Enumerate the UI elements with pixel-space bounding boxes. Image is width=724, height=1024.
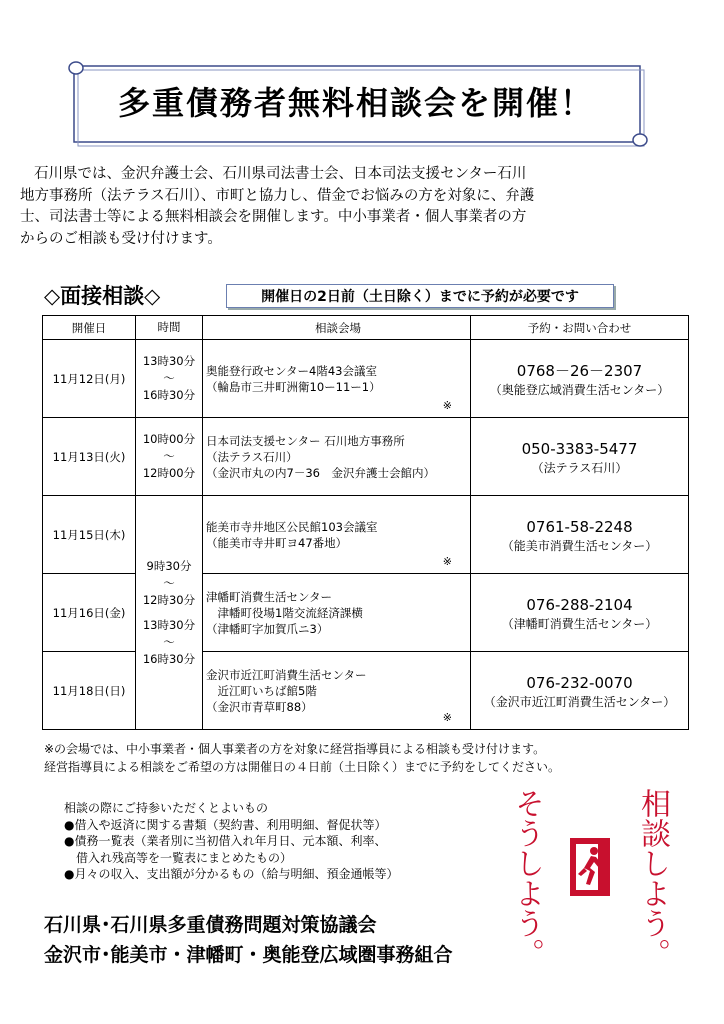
- bring-heading: 相談の際にご持参いただくとよいもの: [64, 801, 269, 815]
- venue-line: 津幡町消費生活センター: [206, 589, 333, 604]
- footnote: [44, 740, 684, 776]
- intro-line: 士、司法書士等による無料相談会を開催します。中小事業者・個人事業者の方: [20, 209, 527, 225]
- row-date: 11月13日(火): [43, 418, 136, 496]
- slogan-soudan-shiyou: 相談しよう。: [635, 788, 670, 968]
- slogan-sou-shiyou: そうしよう。: [509, 788, 544, 968]
- row-date: 11月18日(日): [43, 652, 136, 730]
- phone-number: 0768－26－2307: [516, 361, 643, 380]
- row-contact: [471, 574, 689, 652]
- time-line: ～: [163, 575, 175, 590]
- time-end: 12時00分: [142, 466, 196, 480]
- shared-time: [136, 496, 203, 730]
- table-row: [43, 496, 689, 574]
- row-date: 11月15日(木): [43, 496, 136, 574]
- intro-line: 地方事務所（法テラス石川）、市町と協力し、借金でお悩みの方を対象に、弁護: [20, 187, 535, 204]
- time-sep: ～: [163, 371, 175, 385]
- organizer-line: 石川県･石川県多重債務問題対策協議会: [44, 914, 377, 936]
- time-end: 16時30分: [142, 388, 196, 402]
- row-contact: [471, 652, 689, 730]
- row-date: 11月16日(金): [43, 574, 136, 652]
- time-start: 13時30分: [142, 354, 196, 368]
- bring-list: [64, 800, 484, 883]
- venue-line: （輪島市三井町洲衛10ー11ー1）: [206, 379, 381, 394]
- venue-line: （金沢市丸の内7－36 金沢弁護士会館内）: [206, 465, 435, 480]
- time-line: 9時30分: [146, 558, 192, 573]
- venue-line: （能美市寺井町ヨ47番地）: [206, 535, 348, 550]
- row-venue: [203, 574, 471, 652]
- page-title: 多重債務者無料相談会を開催！: [117, 84, 594, 122]
- venue-line: 近江町いちば館5階: [206, 683, 317, 698]
- venue-line: （法テラス石川）: [206, 449, 298, 464]
- phone-number: 076-232-0070: [526, 673, 633, 692]
- venue-line: 金沢市近江町消費生活センター: [206, 667, 367, 682]
- section-title: ◇面接相談◇: [44, 284, 161, 308]
- contact-org: （奥能登広域消費生活センター）: [489, 382, 670, 397]
- organizer-line: 金沢市･能美市・津幡町・奥能登広域圏事務組合: [44, 944, 453, 966]
- header-date: 開催日: [43, 316, 136, 340]
- table-row: [43, 340, 689, 418]
- intro-paragraph: [20, 164, 620, 250]
- venue-line: 能美市寺井地区公民館103会議室: [206, 519, 378, 534]
- venue-line: 奥能登行政センター4階43会議室: [206, 363, 377, 378]
- time-line: 13時30分: [142, 617, 196, 632]
- phone-number: 050-3383-5477: [521, 439, 638, 458]
- contact-org: （津幡町消費生活センター）: [501, 616, 658, 631]
- row-date: 11月12日(月): [43, 340, 136, 418]
- row-contact: [471, 418, 689, 496]
- note-mark: ※: [442, 711, 452, 724]
- venue-line: （金沢市青草町88）: [206, 699, 313, 714]
- list-item: ●借入や返済に関する書類（契約書、利用明細、督促状等）: [64, 817, 387, 832]
- reservation-note: 開催日の2日前（土日除く）までに予約が必要です: [226, 284, 614, 308]
- contact-org: （法テラス石川）: [531, 460, 628, 475]
- time-line: 12時30分: [142, 592, 196, 607]
- venue-line: （津幡町字加賀爪ニ3）: [206, 621, 329, 636]
- table-header-row: [43, 316, 689, 340]
- note-mark: ※: [442, 399, 452, 412]
- list-item: 借入れ残高等を一覧表にまとめたもの）: [64, 850, 293, 865]
- contact-org: （金沢市近江町消費生活センター）: [483, 694, 676, 709]
- phone-number: 0761-58-2248: [526, 517, 633, 536]
- footnote-line: ※の会場では、中小事業者・個人事業者の方を対象に経営指導員による相談も受け付けます。: [44, 742, 546, 756]
- header-time: 時間: [136, 316, 203, 340]
- venue-line: 日本司法支援センター 石川地方事務所: [206, 433, 405, 448]
- intro-line: 石川県では、金沢弁護士会、石川県司法書士会、日本司法支援センター石川: [34, 166, 527, 182]
- row-venue: [203, 418, 471, 496]
- note-mark: ※: [442, 555, 452, 568]
- time-sep: ～: [163, 449, 175, 463]
- time-line: ～: [163, 634, 175, 649]
- header-contact: 予約・お問い合わせ: [471, 316, 689, 340]
- time-line: 16時30分: [142, 651, 196, 666]
- row-venue: [203, 652, 471, 730]
- intro-line: からのご相談も受け付けます。: [20, 230, 222, 247]
- list-item: ●月々の収入、支出額が分かるもの（給与明細、預金通帳等）: [64, 867, 399, 881]
- schedule-table: [42, 315, 689, 730]
- list-item: ●債務一覧表（業者別に当初借入れ年月日、元本額、利率、: [64, 834, 387, 848]
- table-row: [43, 418, 689, 496]
- row-time: [136, 418, 203, 496]
- header-venue: 相談会場: [203, 316, 471, 340]
- time-start: 10時00分: [142, 432, 196, 446]
- phone-number: 076-288-2104: [526, 595, 633, 614]
- footnote-line: 経営指導員による相談をご希望の方は開催日の４日前（土日除く）までに予約をしてください。: [44, 760, 561, 774]
- row-time: [136, 340, 203, 418]
- contact-org: （能美市消費生活センター）: [501, 538, 658, 553]
- row-venue: [203, 496, 471, 574]
- row-contact: [471, 496, 689, 574]
- emergency-exit-icon: [570, 838, 610, 896]
- row-venue: [203, 340, 471, 418]
- row-contact: [471, 340, 689, 418]
- venue-line: 津幡町役場1階交流経済課横: [206, 605, 363, 620]
